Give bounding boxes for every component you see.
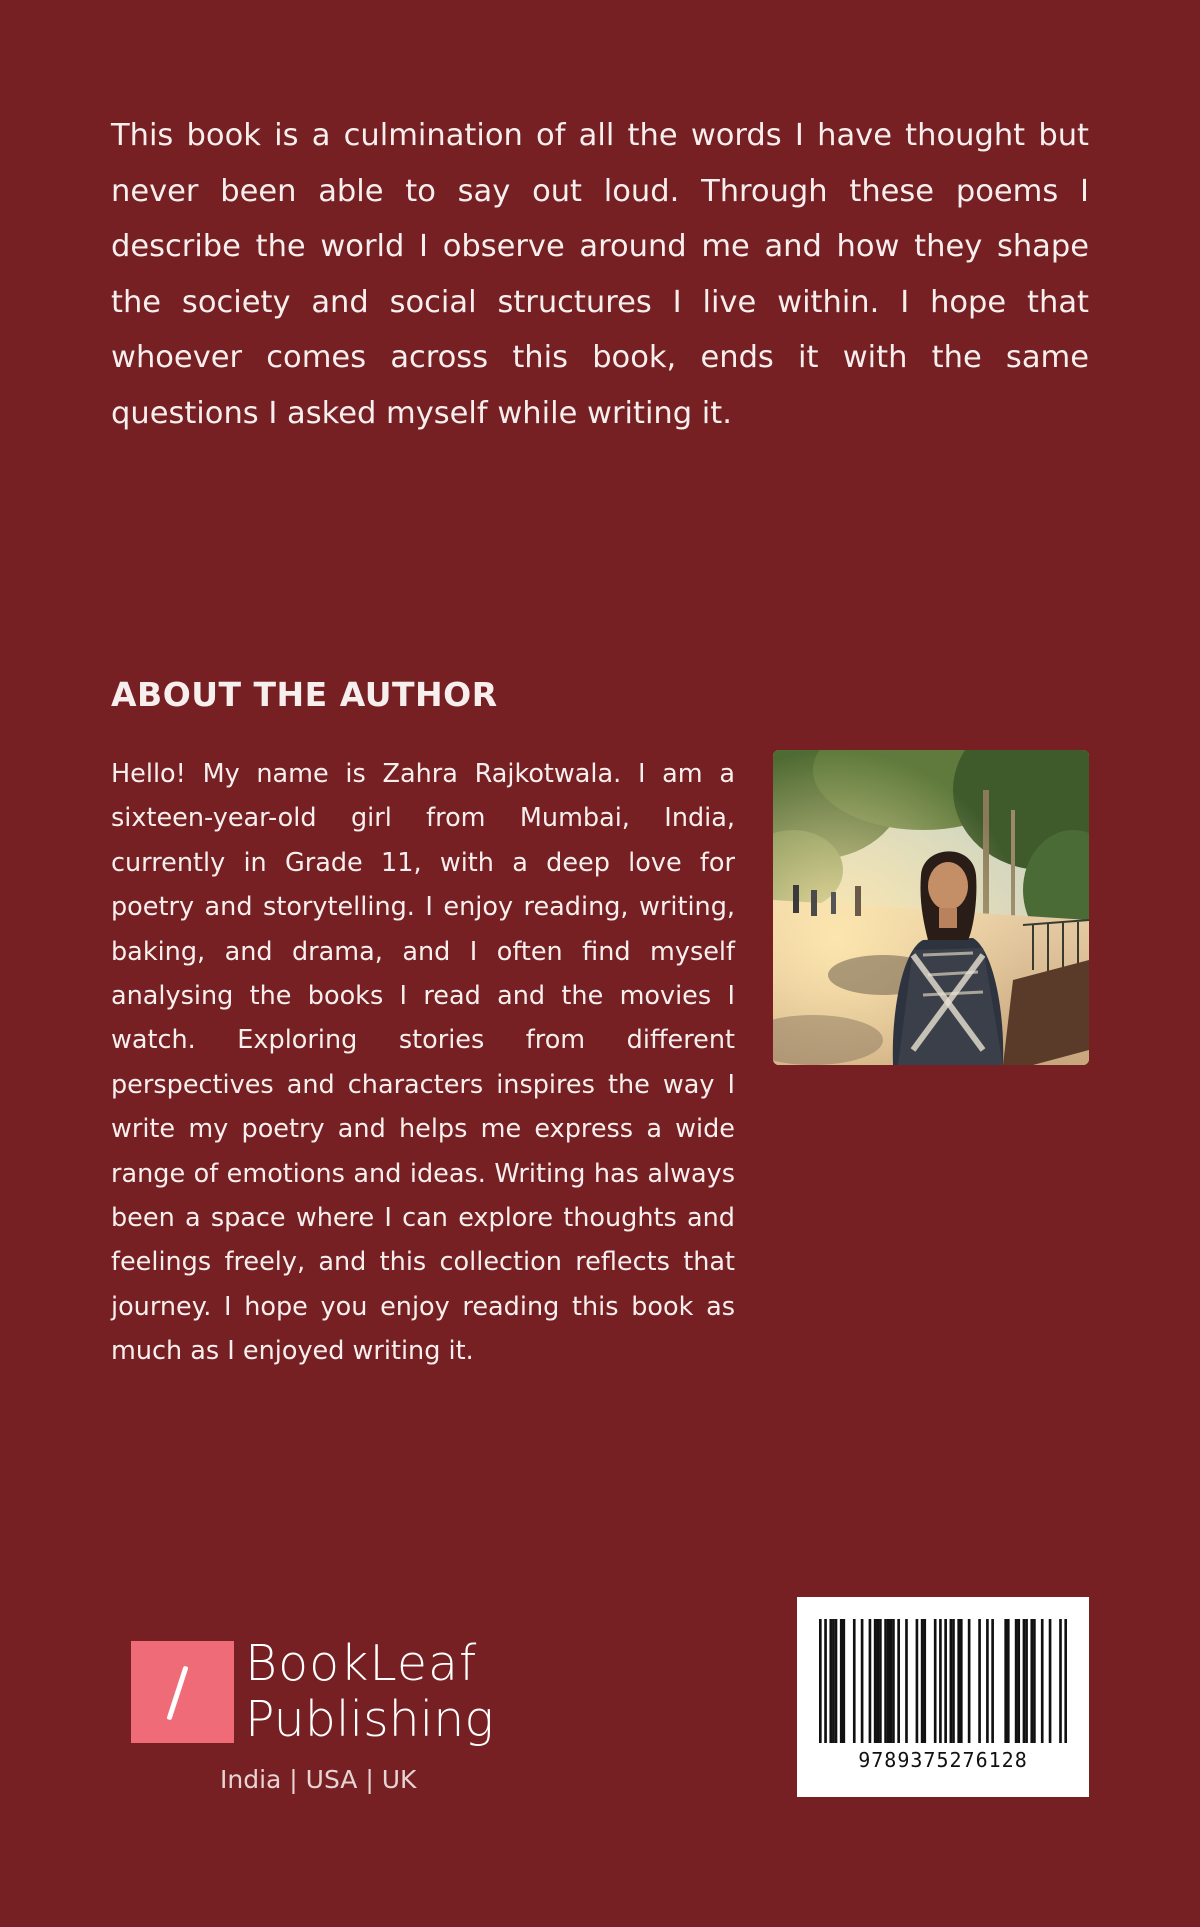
- barcode-bar: [1059, 1619, 1062, 1743]
- barcode-bar: [986, 1619, 989, 1743]
- barcode-bar: [991, 1619, 994, 1743]
- barcode-bar: [923, 1619, 926, 1743]
- barcode-bar: [842, 1619, 845, 1743]
- barcode-bar: [853, 1619, 856, 1743]
- barcode-bar: [824, 1619, 827, 1743]
- barcode-bar: [916, 1619, 919, 1743]
- barcode-bar: [968, 1619, 971, 1743]
- barcode-bar: [1017, 1619, 1020, 1743]
- barcode-bar: [874, 1619, 877, 1743]
- barcode-bar: [840, 1619, 843, 1743]
- bookleaf-logo-icon: [131, 1641, 234, 1743]
- barcode-bar: [1025, 1619, 1028, 1743]
- isbn-number: 9789375276128: [858, 1748, 1028, 1772]
- barcode-bar: [978, 1619, 981, 1743]
- barcode-bar: [1007, 1619, 1010, 1743]
- barcode-bar: [939, 1619, 942, 1743]
- barcode-bar: [1030, 1619, 1033, 1743]
- barcode-bar: [957, 1619, 960, 1743]
- publisher-logo: [131, 1635, 516, 1798]
- barcode-bars: [819, 1619, 1067, 1743]
- barcode-bar: [1023, 1619, 1026, 1743]
- barcode-bar: [1041, 1619, 1044, 1743]
- publisher-name-line1: BookLeaf: [245, 1635, 478, 1692]
- barcode-bar: [884, 1619, 887, 1743]
- author-photo: [773, 750, 1089, 1065]
- barcode-bar: [1064, 1619, 1067, 1743]
- barcode-bar: [1049, 1619, 1052, 1743]
- barcode-bar: [887, 1619, 890, 1743]
- barcode-bar: [829, 1619, 832, 1743]
- barcode-bar: [1015, 1619, 1018, 1743]
- barcode-bar: [905, 1619, 908, 1743]
- barcode-bar: [861, 1619, 864, 1743]
- barcode-bar: [876, 1619, 879, 1743]
- author-bio: Hello! My name is Zahra Rajkotwala. I am a sixteen-year-old girl from Mumbai, India, currently in Grade 11, with a deep love for poetry and storytelling. I enjoy reading, writing, baking, and drama, and I often find myself analysing the books I read and the movies I watch. Exploring stories from different perspectives and characters inspires the way I write my poetry and helps me express a wide range of emotions and ideas. Writing has always been a space where I can explore thoughts and feelings freely, and this collection reflects that journey. I hope you enjoy reading this book as much as I enjoyed writing it.: [111, 759, 735, 1367]
- barcode-bar: [832, 1619, 835, 1743]
- barcode-bar: [819, 1619, 822, 1743]
- isbn-barcode: [797, 1597, 1089, 1797]
- about-the-author-heading: ABOUT THE AUTHOR: [111, 675, 498, 714]
- back-cover-blurb: This book is a culmination of all the words I have thought but never been able to say out loud. Through these poems I describe the world I observe around me and how they shape the society and social structures I live within. I hope that whoever comes across this book, ends it with the same questions I asked myself while writing it.: [111, 118, 1089, 431]
- barcode-bar: [944, 1619, 947, 1743]
- barcode-bar: [934, 1619, 937, 1743]
- barcode-bar: [921, 1619, 924, 1743]
- barcode-bar: [952, 1619, 955, 1743]
- barcode-bar: [835, 1619, 838, 1743]
- barcode-bar: [1004, 1619, 1007, 1743]
- publisher-name-line2: Publishing: [245, 1691, 494, 1748]
- barcode-bar: [879, 1619, 882, 1743]
- barcode-bar: [960, 1619, 963, 1743]
- barcode-bar: [1033, 1619, 1036, 1743]
- barcode-bar: [950, 1619, 953, 1743]
- barcode-bar: [869, 1619, 872, 1743]
- barcode-bar: [889, 1619, 892, 1743]
- publisher-regions: India | USA | UK: [220, 1765, 417, 1794]
- barcode-bar: [897, 1619, 900, 1743]
- barcode-bar: [892, 1619, 895, 1743]
